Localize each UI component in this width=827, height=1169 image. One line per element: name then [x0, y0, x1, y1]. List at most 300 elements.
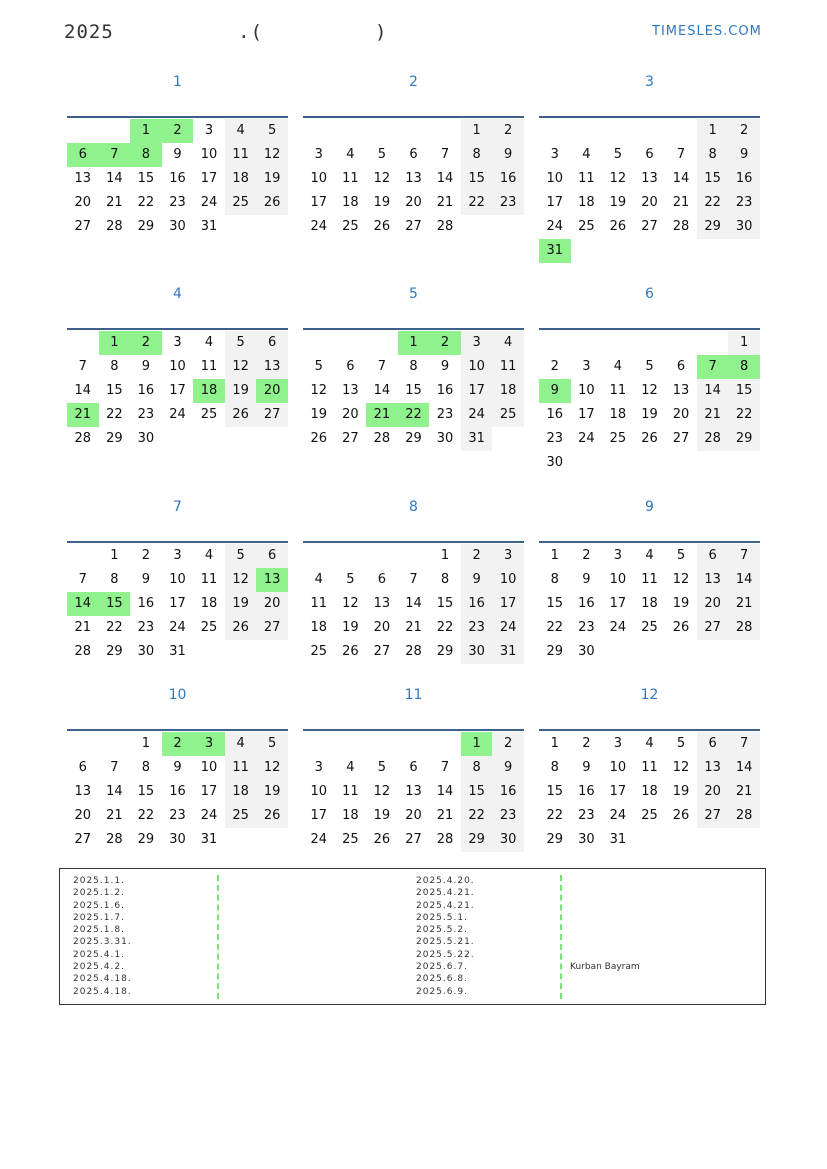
day-cell[interactable]: 23	[492, 804, 524, 828]
day-cell[interactable]: 29	[546, 832, 564, 847]
day-cell[interactable]: 19	[641, 407, 658, 422]
day-cell[interactable]: 29	[137, 219, 155, 234]
day-cell[interactable]: 3	[204, 123, 214, 138]
day-cell[interactable]: 20	[256, 379, 288, 403]
day-cell[interactable]: 30	[169, 832, 186, 847]
day-cell[interactable]: 10	[200, 147, 218, 162]
day-cell[interactable]: 31	[461, 427, 493, 451]
day-cell[interactable]: 19	[310, 407, 328, 422]
day-cell[interactable]: 5	[676, 736, 686, 751]
day-cell[interactable]: 27	[405, 832, 422, 847]
day-cell[interactable]: 4	[346, 147, 355, 162]
day-cell[interactable]: 26	[256, 191, 288, 215]
day-cell[interactable]: 31	[200, 832, 218, 847]
day-cell[interactable]: 22	[106, 407, 123, 422]
day-cell[interactable]: 31	[609, 832, 627, 847]
day-cell[interactable]: 27	[74, 832, 92, 847]
day-cell[interactable]: 11	[342, 784, 359, 799]
day-cell[interactable]: 18	[492, 379, 524, 403]
day-cell[interactable]: 25	[342, 832, 359, 847]
day-cell[interactable]: 23	[137, 407, 155, 422]
day-cell[interactable]: 8	[110, 359, 119, 374]
day-cell[interactable]: 24	[200, 195, 218, 210]
day-cell[interactable]: 6	[377, 572, 387, 587]
day-cell[interactable]: 14	[373, 383, 391, 398]
day-cell[interactable]: 11	[200, 359, 218, 374]
day-cell[interactable]: 20	[405, 808, 422, 823]
day-cell[interactable]: 26	[641, 431, 658, 446]
day-cell[interactable]: 16	[169, 171, 186, 186]
day-cell[interactable]: 1	[440, 548, 450, 563]
day-cell[interactable]: 2	[728, 119, 760, 143]
day-cell[interactable]: 30	[578, 832, 595, 847]
day-cell[interactable]: 2	[582, 548, 591, 563]
day-cell[interactable]: 16	[137, 596, 155, 611]
day-cell[interactable]: 25	[310, 644, 328, 659]
day-cell[interactable]: 29	[697, 215, 729, 239]
day-cell[interactable]: 7	[728, 732, 760, 756]
day-cell[interactable]: 14	[106, 784, 123, 799]
day-cell[interactable]: 23	[492, 191, 524, 215]
day-cell[interactable]: 29	[461, 828, 493, 852]
day-cell[interactable]: 17	[200, 784, 218, 799]
day-cell[interactable]: 19	[225, 379, 257, 403]
day-cell[interactable]: 28	[373, 431, 391, 446]
day-cell[interactable]: 8	[440, 572, 450, 587]
brand-logo-text[interactable]: TIMESLES.COM	[652, 24, 762, 39]
day-cell[interactable]: 16	[578, 784, 595, 799]
day-cell[interactable]: 15	[461, 167, 493, 191]
day-cell[interactable]: 12	[641, 383, 658, 398]
day-cell[interactable]: 10	[461, 355, 493, 379]
day-cell[interactable]: 28	[436, 832, 454, 847]
day-cell[interactable]: 29	[546, 644, 564, 659]
day-cell[interactable]: 14	[672, 171, 690, 186]
day-cell[interactable]: 29	[728, 427, 760, 451]
day-cell[interactable]: 21	[728, 780, 760, 804]
day-cell[interactable]: 29	[436, 644, 454, 659]
day-cell[interactable]: 28	[436, 219, 454, 234]
day-cell[interactable]: 12	[672, 572, 690, 587]
day-cell[interactable]: 12	[256, 756, 288, 780]
day-cell[interactable]: 4	[492, 331, 524, 355]
day-cell[interactable]: 30	[492, 828, 524, 852]
day-cell[interactable]: 21	[697, 403, 729, 427]
day-cell[interactable]: 23	[578, 620, 595, 635]
day-cell[interactable]: 13	[697, 756, 729, 780]
day-cell[interactable]: 19	[373, 808, 391, 823]
day-cell[interactable]: 30	[436, 431, 454, 446]
day-cell[interactable]: 2	[130, 331, 162, 355]
day-cell[interactable]: 30	[169, 219, 186, 234]
day-cell[interactable]: 8	[141, 760, 151, 775]
day-cell[interactable]: 5	[256, 732, 288, 756]
day-cell[interactable]: 30	[546, 455, 564, 470]
day-cell[interactable]: 3	[613, 736, 623, 751]
day-cell[interactable]: 25	[200, 620, 218, 635]
day-cell[interactable]: 4	[204, 335, 214, 350]
day-cell[interactable]: 26	[225, 403, 257, 427]
day-cell[interactable]: 2	[429, 331, 461, 355]
day-cell[interactable]: 15	[137, 784, 155, 799]
day-cell[interactable]: 7	[728, 544, 760, 568]
day-cell[interactable]: 7	[110, 760, 119, 775]
day-cell[interactable]: 6	[409, 147, 418, 162]
day-cell[interactable]: 6	[676, 359, 686, 374]
day-cell[interactable]: 24	[609, 620, 627, 635]
day-cell[interactable]: 8	[110, 572, 119, 587]
day-cell[interactable]: 26	[672, 808, 690, 823]
day-cell[interactable]: 15	[137, 171, 155, 186]
day-cell[interactable]: 25	[641, 808, 658, 823]
day-cell[interactable]: 2	[492, 119, 524, 143]
day-cell[interactable]: 1	[141, 736, 151, 751]
day-cell[interactable]: 9	[582, 760, 591, 775]
day-cell[interactable]: 12	[373, 784, 391, 799]
day-cell[interactable]: 10	[310, 171, 328, 186]
day-cell[interactable]: 23	[436, 407, 454, 422]
day-cell[interactable]: 15	[728, 379, 760, 403]
day-cell[interactable]: 3	[314, 147, 323, 162]
day-cell[interactable]: 3	[613, 548, 623, 563]
day-cell[interactable]: 21	[74, 620, 92, 635]
day-cell[interactable]: 7	[99, 143, 131, 167]
day-cell[interactable]: 16	[492, 780, 524, 804]
day-cell[interactable]: 8	[728, 355, 760, 379]
day-cell[interactable]: 28	[728, 804, 760, 828]
day-cell[interactable]: 23	[169, 195, 186, 210]
day-cell[interactable]: 5	[377, 147, 387, 162]
day-cell[interactable]: 13	[256, 568, 288, 592]
day-cell[interactable]: 27	[697, 804, 729, 828]
day-cell[interactable]: 13	[672, 383, 690, 398]
day-cell[interactable]: 11	[225, 143, 257, 167]
day-cell[interactable]: 14	[74, 383, 92, 398]
day-cell[interactable]: 24	[492, 616, 524, 640]
day-cell[interactable]: 26	[342, 644, 359, 659]
day-cell[interactable]: 1	[130, 119, 162, 143]
day-cell[interactable]: 27	[697, 616, 729, 640]
day-cell[interactable]: 10	[200, 760, 218, 775]
day-cell[interactable]: 22	[728, 403, 760, 427]
day-cell[interactable]: 14	[405, 596, 422, 611]
day-cell[interactable]: 9	[440, 359, 450, 374]
day-cell[interactable]: 5	[645, 359, 654, 374]
day-cell[interactable]: 25	[200, 407, 218, 422]
day-cell[interactable]: 28	[728, 616, 760, 640]
day-cell[interactable]: 1	[110, 548, 119, 563]
day-cell[interactable]: 5	[377, 760, 387, 775]
day-cell[interactable]: 21	[436, 195, 454, 210]
day-cell[interactable]: 13	[74, 171, 92, 186]
day-cell[interactable]: 25	[492, 403, 524, 427]
day-cell[interactable]: 15	[405, 383, 422, 398]
day-cell[interactable]: 29	[405, 431, 422, 446]
day-cell[interactable]: 12	[225, 568, 257, 592]
day-cell[interactable]: 6	[409, 760, 418, 775]
day-cell[interactable]: 10	[492, 568, 524, 592]
day-cell[interactable]: 26	[373, 832, 391, 847]
day-cell[interactable]: 21	[106, 195, 123, 210]
day-cell[interactable]: 27	[405, 219, 422, 234]
day-cell[interactable]: 17	[609, 784, 627, 799]
day-cell[interactable]: 17	[546, 195, 564, 210]
day-cell[interactable]: 19	[672, 784, 690, 799]
day-cell[interactable]: 11	[492, 355, 524, 379]
day-cell[interactable]: 17	[609, 596, 627, 611]
day-cell[interactable]: 28	[405, 644, 422, 659]
day-cell[interactable]: 17	[310, 808, 328, 823]
day-cell[interactable]: 3	[550, 147, 559, 162]
day-cell[interactable]: 29	[106, 644, 123, 659]
day-cell[interactable]: 6	[645, 147, 654, 162]
day-cell[interactable]: 17	[169, 596, 186, 611]
day-cell[interactable]: 22	[436, 620, 454, 635]
day-cell[interactable]: 18	[641, 596, 658, 611]
day-cell[interactable]: 12	[256, 143, 288, 167]
day-cell[interactable]: 31	[492, 640, 524, 664]
day-cell[interactable]: 27	[373, 644, 391, 659]
day-cell[interactable]: 2	[582, 736, 591, 751]
day-cell[interactable]: 10	[310, 784, 328, 799]
day-cell[interactable]: 3	[461, 331, 493, 355]
day-cell[interactable]: 2	[492, 732, 524, 756]
day-cell[interactable]: 20	[373, 620, 391, 635]
day-cell[interactable]: 9	[141, 359, 151, 374]
day-cell[interactable]: 7	[78, 572, 87, 587]
day-cell[interactable]: 25	[342, 219, 359, 234]
day-cell[interactable]: 18	[193, 379, 225, 403]
day-cell[interactable]: 12	[225, 355, 257, 379]
day-cell[interactable]: 27	[641, 219, 658, 234]
day-cell[interactable]: 25	[641, 620, 658, 635]
day-cell[interactable]: 30	[137, 431, 155, 446]
day-cell[interactable]: 21	[436, 808, 454, 823]
day-cell[interactable]: 7	[78, 359, 87, 374]
day-cell[interactable]: 18	[342, 195, 359, 210]
day-cell[interactable]: 17	[492, 592, 524, 616]
day-cell[interactable]: 9	[492, 756, 524, 780]
day-cell[interactable]: 20	[672, 407, 690, 422]
day-cell[interactable]: 30	[137, 644, 155, 659]
day-cell[interactable]: 18	[641, 784, 658, 799]
day-cell[interactable]: 12	[609, 171, 627, 186]
day-cell[interactable]: 23	[546, 431, 564, 446]
day-cell[interactable]: 9	[461, 568, 493, 592]
day-cell[interactable]: 19	[672, 596, 690, 611]
day-cell[interactable]: 27	[342, 431, 359, 446]
day-cell[interactable]: 12	[672, 760, 690, 775]
day-cell[interactable]: 15	[546, 596, 564, 611]
day-cell[interactable]: 6	[256, 331, 288, 355]
day-cell[interactable]: 23	[169, 808, 186, 823]
day-cell[interactable]: 11	[641, 572, 658, 587]
day-cell[interactable]: 4	[225, 119, 257, 143]
day-cell[interactable]: 4	[346, 760, 355, 775]
day-cell[interactable]: 8	[550, 760, 559, 775]
day-cell[interactable]: 26	[310, 431, 328, 446]
day-cell[interactable]: 27	[256, 403, 288, 427]
day-cell[interactable]: 18	[578, 195, 595, 210]
day-cell[interactable]: 13	[405, 784, 422, 799]
day-cell[interactable]: 4	[645, 736, 654, 751]
day-cell[interactable]: 5	[225, 544, 257, 568]
day-cell[interactable]: 31	[539, 239, 571, 263]
day-cell[interactable]: 6	[256, 544, 288, 568]
day-cell[interactable]: 19	[256, 167, 288, 191]
day-cell[interactable]: 22	[137, 808, 155, 823]
day-cell[interactable]: 11	[342, 171, 359, 186]
day-cell[interactable]: 6	[67, 143, 99, 167]
day-cell[interactable]: 28	[106, 219, 123, 234]
day-cell[interactable]: 26	[609, 219, 627, 234]
day-cell[interactable]: 23	[578, 808, 595, 823]
day-cell[interactable]: 18	[225, 780, 257, 804]
day-cell[interactable]: 23	[728, 191, 760, 215]
day-cell[interactable]: 11	[578, 171, 595, 186]
day-cell[interactable]: 31	[169, 644, 186, 659]
day-cell[interactable]: 17	[461, 379, 493, 403]
day-cell[interactable]: 28	[672, 219, 690, 234]
day-cell[interactable]: 14	[728, 756, 760, 780]
day-cell[interactable]: 7	[440, 147, 450, 162]
day-cell[interactable]: 21	[67, 403, 99, 427]
day-cell[interactable]: 22	[137, 195, 155, 210]
day-cell[interactable]: 7	[377, 359, 387, 374]
day-cell[interactable]: 26	[373, 219, 391, 234]
day-cell[interactable]: 20	[697, 592, 729, 616]
day-cell[interactable]: 9	[173, 147, 182, 162]
day-cell[interactable]: 14	[728, 568, 760, 592]
day-cell[interactable]: 16	[728, 167, 760, 191]
day-cell[interactable]: 11	[609, 383, 627, 398]
day-cell[interactable]: 11	[641, 760, 658, 775]
day-cell[interactable]: 15	[546, 784, 564, 799]
day-cell[interactable]: 1	[697, 119, 729, 143]
day-cell[interactable]: 2	[550, 359, 559, 374]
day-cell[interactable]: 26	[256, 804, 288, 828]
day-cell[interactable]: 22	[697, 191, 729, 215]
day-cell[interactable]: 31	[200, 219, 218, 234]
day-cell[interactable]: 4	[645, 548, 654, 563]
day-cell[interactable]: 14	[436, 784, 454, 799]
day-cell[interactable]: 30	[578, 644, 595, 659]
day-cell[interactable]: 24	[200, 808, 218, 823]
day-cell[interactable]: 4	[582, 147, 591, 162]
day-cell[interactable]: 16	[461, 592, 493, 616]
day-cell[interactable]: 18	[310, 620, 328, 635]
day-cell[interactable]: 11	[225, 756, 257, 780]
day-cell[interactable]: 28	[74, 431, 92, 446]
day-cell[interactable]: 9	[492, 143, 524, 167]
day-cell[interactable]: 15	[436, 596, 454, 611]
day-cell[interactable]: 8	[130, 143, 162, 167]
day-cell[interactable]: 8	[461, 756, 493, 780]
day-cell[interactable]: 24	[310, 832, 328, 847]
day-cell[interactable]: 1	[99, 331, 131, 355]
day-cell[interactable]: 9	[539, 379, 571, 403]
day-cell[interactable]: 16	[492, 167, 524, 191]
day-cell[interactable]: 23	[137, 620, 155, 635]
day-cell[interactable]: 1	[398, 331, 430, 355]
day-cell[interactable]: 5	[613, 147, 623, 162]
day-cell[interactable]: 18	[225, 167, 257, 191]
day-cell[interactable]: 4	[204, 548, 214, 563]
day-cell[interactable]: 13	[641, 171, 658, 186]
day-cell[interactable]: 25	[609, 431, 627, 446]
day-cell[interactable]: 3	[314, 760, 323, 775]
day-cell[interactable]: 7	[409, 572, 418, 587]
day-cell[interactable]: 14	[436, 171, 454, 186]
day-cell[interactable]: 9	[141, 572, 151, 587]
day-cell[interactable]: 21	[405, 620, 422, 635]
day-cell[interactable]: 16	[436, 383, 454, 398]
day-cell[interactable]: 29	[106, 431, 123, 446]
day-cell[interactable]: 25	[225, 804, 257, 828]
day-cell[interactable]: 25	[225, 191, 257, 215]
day-cell[interactable]: 21	[728, 592, 760, 616]
day-cell[interactable]: 12	[310, 383, 328, 398]
day-cell[interactable]: 28	[106, 832, 123, 847]
day-cell[interactable]: 15	[461, 780, 493, 804]
day-cell[interactable]: 2	[141, 548, 151, 563]
day-cell[interactable]: 26	[672, 620, 690, 635]
day-cell[interactable]: 20	[74, 195, 92, 210]
day-cell[interactable]: 18	[200, 596, 218, 611]
day-cell[interactable]: 19	[373, 195, 391, 210]
day-cell[interactable]: 13	[256, 355, 288, 379]
day-cell[interactable]: 7	[440, 760, 450, 775]
day-cell[interactable]: 1	[461, 732, 493, 756]
day-cell[interactable]: 8	[409, 359, 418, 374]
day-cell[interactable]: 4	[314, 572, 323, 587]
day-cell[interactable]: 3	[173, 548, 182, 563]
day-cell[interactable]: 24	[310, 219, 328, 234]
day-cell[interactable]: 11	[200, 572, 218, 587]
day-cell[interactable]: 5	[314, 359, 323, 374]
day-cell[interactable]: 5	[676, 548, 686, 563]
day-cell[interactable]: 6	[346, 359, 355, 374]
day-cell[interactable]: 16	[137, 383, 155, 398]
day-cell[interactable]: 10	[546, 171, 564, 186]
day-cell[interactable]: 2	[461, 544, 493, 568]
day-cell[interactable]: 13	[74, 784, 92, 799]
day-cell[interactable]: 9	[173, 760, 182, 775]
day-cell[interactable]: 7	[676, 147, 686, 162]
day-cell[interactable]: 20	[641, 195, 658, 210]
day-cell[interactable]: 24	[169, 407, 186, 422]
day-cell[interactable]: 24	[546, 219, 564, 234]
day-cell[interactable]: 10	[609, 760, 627, 775]
day-cell[interactable]: 10	[169, 572, 186, 587]
day-cell[interactable]: 22	[461, 191, 493, 215]
day-cell[interactable]: 20	[256, 592, 288, 616]
day-cell[interactable]: 3	[193, 732, 225, 756]
day-cell[interactable]: 24	[461, 403, 493, 427]
day-cell[interactable]: 28	[74, 644, 92, 659]
day-cell[interactable]: 24	[578, 431, 595, 446]
day-cell[interactable]: 19	[609, 195, 627, 210]
day-cell[interactable]: 2	[162, 732, 194, 756]
day-cell[interactable]: 8	[550, 572, 559, 587]
day-cell[interactable]: 17	[169, 383, 186, 398]
day-cell[interactable]: 21	[366, 403, 398, 427]
day-cell[interactable]: 3	[492, 544, 524, 568]
day-cell[interactable]: 8	[697, 143, 729, 167]
day-cell[interactable]: 20	[342, 407, 359, 422]
day-cell[interactable]: 15	[697, 167, 729, 191]
day-cell[interactable]: 3	[173, 335, 182, 350]
